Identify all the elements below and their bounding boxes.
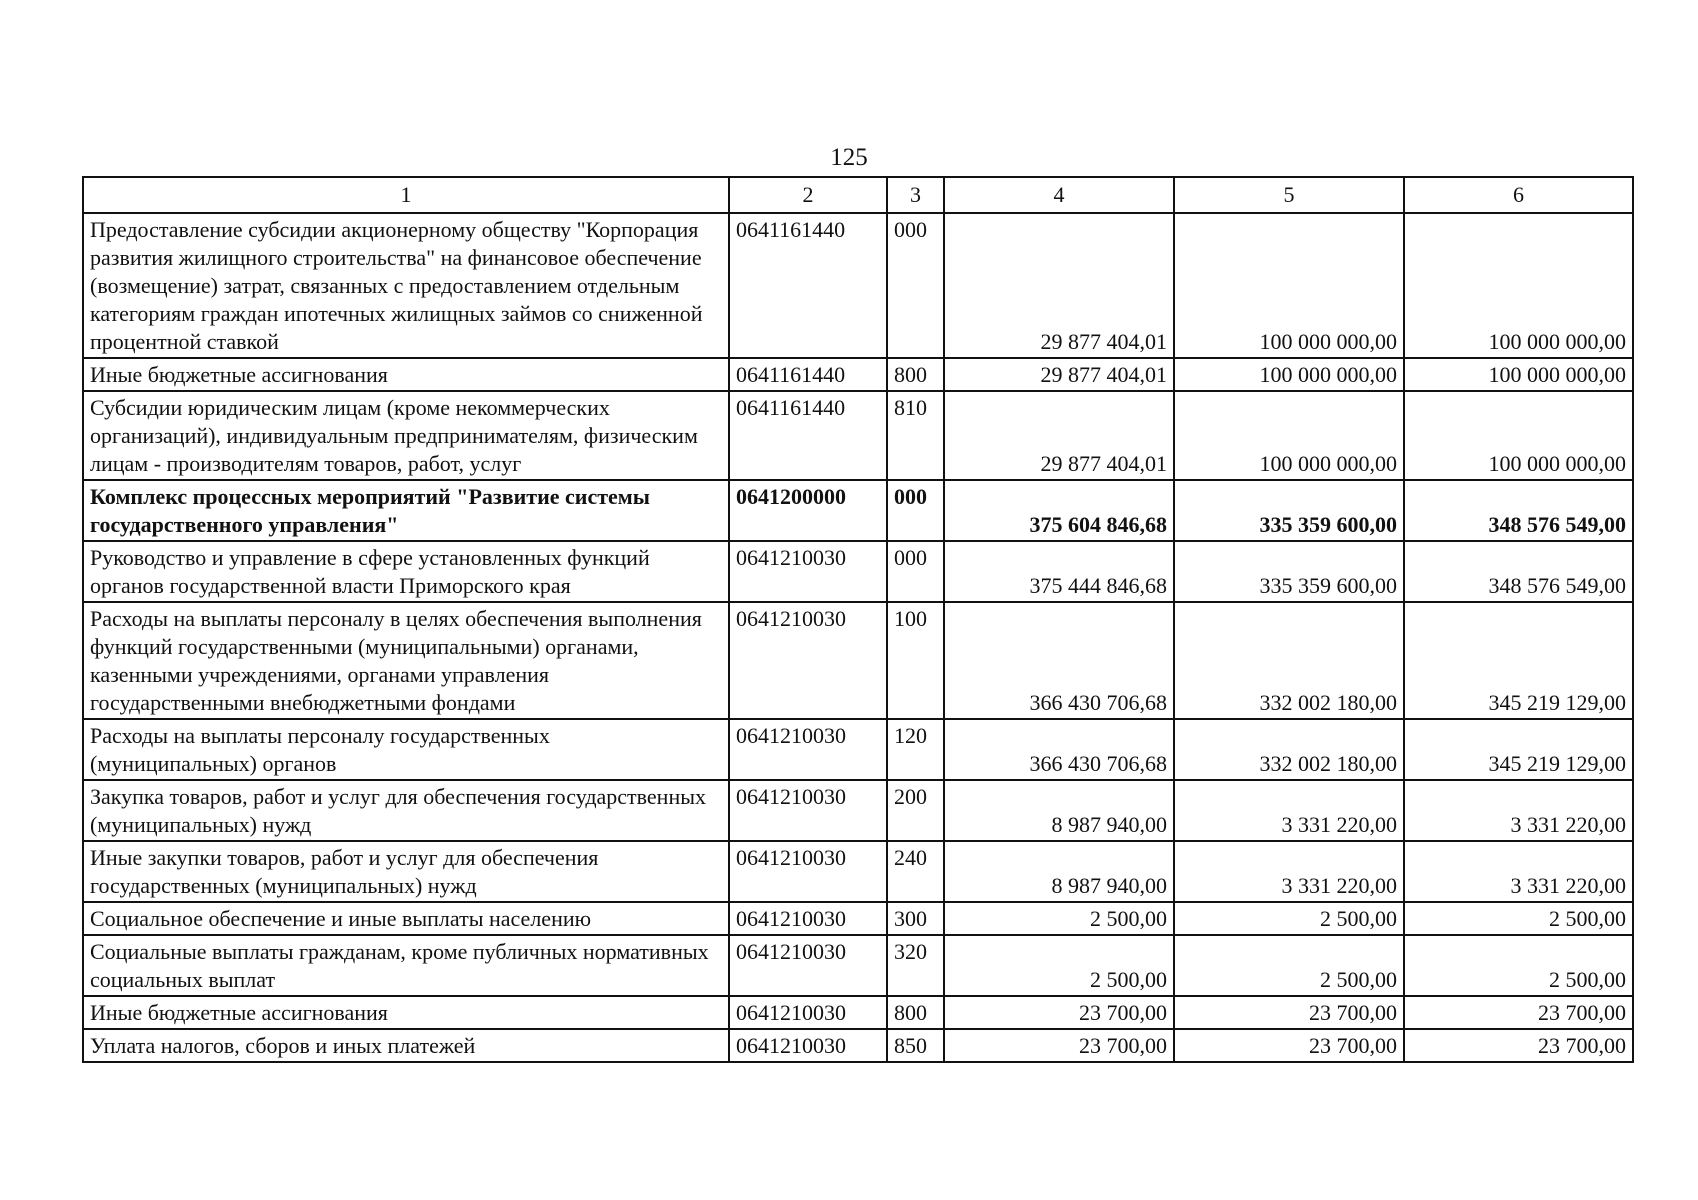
amount-col-6: 100 000 000,00	[1404, 391, 1633, 480]
table-row	[83, 541, 1633, 602]
table-row	[83, 213, 1633, 358]
row-name: Комплекс процессных мероприятий "Развитие системы государственного управления"	[83, 480, 729, 541]
amount-col-6: 23 700,00	[1404, 996, 1633, 1029]
amount-col-4: 375 444 846,68	[944, 541, 1174, 602]
column-header: 3	[887, 177, 944, 213]
amount-col-4: 2 500,00	[944, 935, 1174, 996]
row-name: Закупка товаров, работ и услуг для обеспечения государственных (муниципальных) нужд	[83, 780, 729, 841]
row-name: Уплата налогов, сборов и иных платежей	[83, 1029, 729, 1062]
expense-type-code: 810	[887, 391, 944, 480]
table-row	[83, 935, 1633, 996]
table-row	[83, 358, 1633, 391]
expense-type-code: 200	[887, 780, 944, 841]
target-article-code: 0641161440	[729, 358, 887, 391]
expense-type-code: 000	[887, 213, 944, 358]
amount-col-4: 29 877 404,01	[944, 213, 1174, 358]
amount-col-4: 8 987 940,00	[944, 780, 1174, 841]
row-name: Предоставление субсидии акционерному обществу "Корпорация развития жилищного строительства" на финансовое обеспечение (возмещение) затрат, связанных с предоставлением отдельным категориям граждан ипотечных жилищных займов со сниженной процентной ставкой	[83, 213, 729, 358]
expense-type-code: 300	[887, 902, 944, 935]
table-row	[83, 996, 1633, 1029]
target-article-code: 0641210030	[729, 1029, 887, 1062]
amount-col-6: 2 500,00	[1404, 902, 1633, 935]
amount-col-6: 348 576 549,00	[1404, 480, 1633, 541]
table-row	[83, 841, 1633, 902]
amount-col-5: 335 359 600,00	[1174, 480, 1404, 541]
row-name: Иные бюджетные ассигнования	[83, 996, 729, 1029]
amount-col-5: 335 359 600,00	[1174, 541, 1404, 602]
row-name: Иные закупки товаров, работ и услуг для обеспечения государственных (муниципальных) нужд	[83, 841, 729, 902]
expense-type-code: 120	[887, 719, 944, 780]
target-article-code: 0641210030	[729, 602, 887, 719]
amount-col-4: 375 604 846,68	[944, 480, 1174, 541]
budget-table	[82, 176, 1634, 1063]
column-header: 6	[1404, 177, 1633, 213]
amount-col-4: 29 877 404,01	[944, 358, 1174, 391]
amount-col-5: 332 002 180,00	[1174, 719, 1404, 780]
amount-col-6: 345 219 129,00	[1404, 602, 1633, 719]
table-header-row	[83, 177, 1633, 213]
amount-col-5: 3 331 220,00	[1174, 780, 1404, 841]
row-name: Расходы на выплаты персоналу государственных (муниципальных) органов	[83, 719, 729, 780]
amount-col-4: 29 877 404,01	[944, 391, 1174, 480]
target-article-code: 0641210030	[729, 541, 887, 602]
target-article-code: 0641210030	[729, 719, 887, 780]
amount-col-5: 2 500,00	[1174, 935, 1404, 996]
amount-col-6: 100 000 000,00	[1404, 358, 1633, 391]
table-row-section-total	[83, 480, 1633, 541]
target-article-code: 0641210030	[729, 935, 887, 996]
row-name: Социальные выплаты гражданам, кроме публичных нормативных социальных выплат	[83, 935, 729, 996]
table-row	[83, 602, 1633, 719]
amount-col-4: 2 500,00	[944, 902, 1174, 935]
target-article-code: 0641210030	[729, 780, 887, 841]
expense-type-code: 240	[887, 841, 944, 902]
amount-col-5: 23 700,00	[1174, 996, 1404, 1029]
expense-type-code: 000	[887, 541, 944, 602]
table-row	[83, 1029, 1633, 1062]
amount-col-4: 366 430 706,68	[944, 719, 1174, 780]
amount-col-6: 348 576 549,00	[1404, 541, 1633, 602]
row-name: Субсидии юридическим лицам (кроме некоммерческих организаций), индивидуальным предпринимателям, физическим лицам - производителям товаров, работ, услуг	[83, 391, 729, 480]
expense-type-code: 000	[887, 480, 944, 541]
expense-type-code: 800	[887, 358, 944, 391]
amount-col-6: 100 000 000,00	[1404, 213, 1633, 358]
table-row	[83, 902, 1633, 935]
amount-col-6: 2 500,00	[1404, 935, 1633, 996]
row-name: Расходы на выплаты персоналу в целях обеспечения выполнения функций государственными (муниципальными) органами, казенными учреждениями, органами управления государственными внебюджетными фондами	[83, 602, 729, 719]
target-article-code: 0641161440	[729, 213, 887, 358]
expense-type-code: 100	[887, 602, 944, 719]
row-name: Социальное обеспечение и иные выплаты населению	[83, 902, 729, 935]
amount-col-4: 366 430 706,68	[944, 602, 1174, 719]
amount-col-5: 332 002 180,00	[1174, 602, 1404, 719]
column-header: 4	[944, 177, 1174, 213]
amount-col-6: 345 219 129,00	[1404, 719, 1633, 780]
target-article-code: 0641210030	[729, 841, 887, 902]
amount-col-5: 3 331 220,00	[1174, 841, 1404, 902]
column-header: 2	[729, 177, 887, 213]
amount-col-6: 3 331 220,00	[1404, 780, 1633, 841]
row-name: Иные бюджетные ассигнования	[83, 358, 729, 391]
page-number: 125	[830, 144, 868, 171]
column-header: 1	[83, 177, 729, 213]
target-article-code: 0641161440	[729, 391, 887, 480]
amount-col-6: 23 700,00	[1404, 1029, 1633, 1062]
amount-col-5: 100 000 000,00	[1174, 213, 1404, 358]
target-article-code: 0641210030	[729, 996, 887, 1029]
amount-col-5: 2 500,00	[1174, 902, 1404, 935]
row-name: Руководство и управление в сфере установленных функций органов государственной власти Приморского края	[83, 541, 729, 602]
column-header: 5	[1174, 177, 1404, 213]
expense-type-code: 320	[887, 935, 944, 996]
table-row	[83, 719, 1633, 780]
amount-col-5: 100 000 000,00	[1174, 391, 1404, 480]
amount-col-5: 23 700,00	[1174, 1029, 1404, 1062]
target-article-code: 0641200000	[729, 480, 887, 541]
amount-col-4: 23 700,00	[944, 1029, 1174, 1062]
amount-col-5: 100 000 000,00	[1174, 358, 1404, 391]
target-article-code: 0641210030	[729, 902, 887, 935]
expense-type-code: 850	[887, 1029, 944, 1062]
expense-type-code: 800	[887, 996, 944, 1029]
amount-col-4: 23 700,00	[944, 996, 1174, 1029]
table-row	[83, 391, 1633, 480]
amount-col-4: 8 987 940,00	[944, 841, 1174, 902]
amount-col-6: 3 331 220,00	[1404, 841, 1633, 902]
table-row	[83, 780, 1633, 841]
